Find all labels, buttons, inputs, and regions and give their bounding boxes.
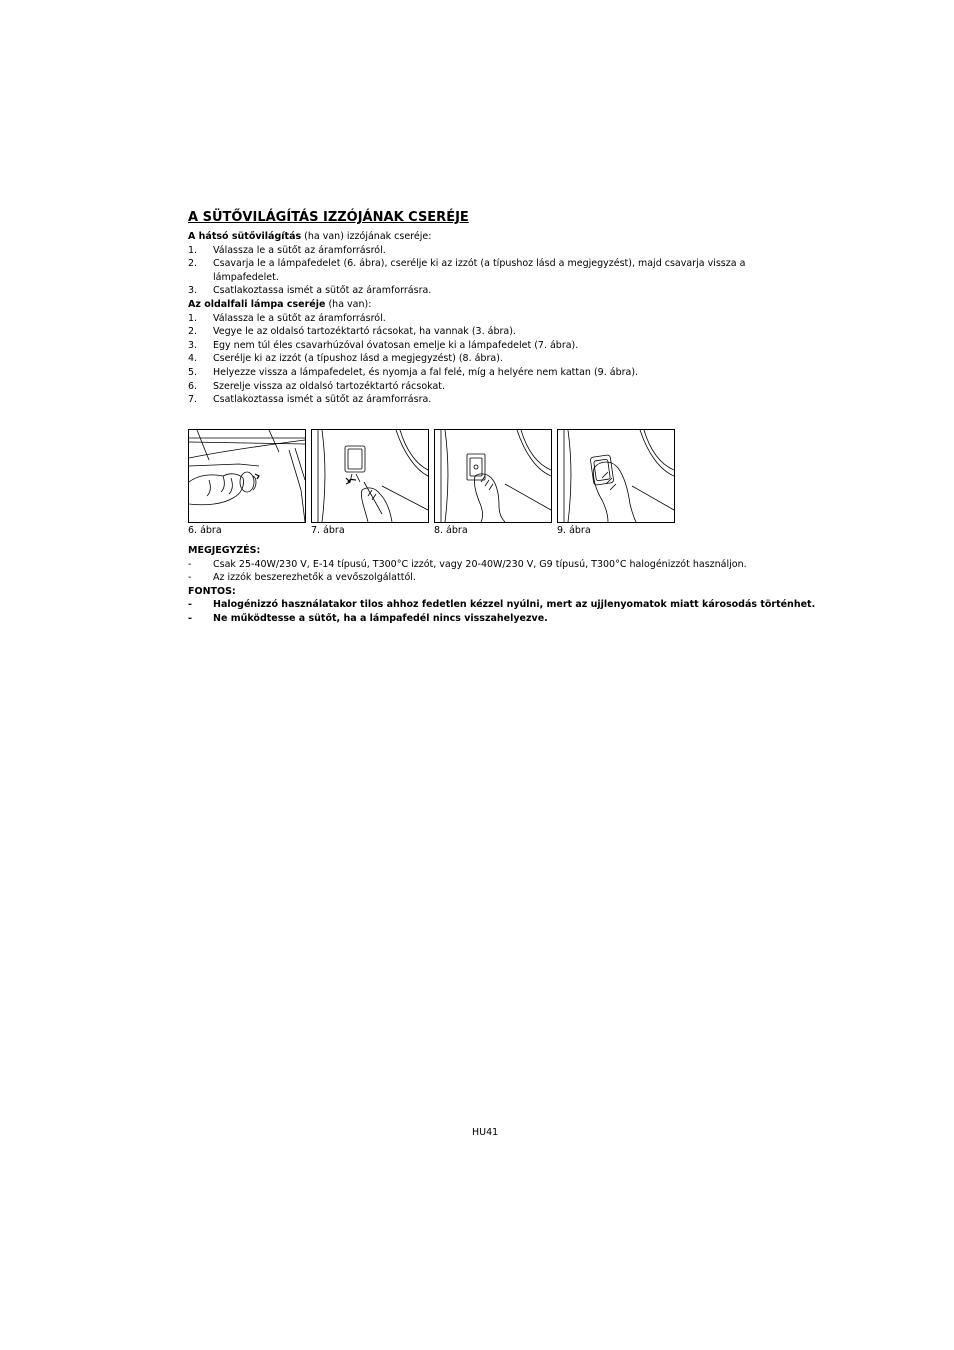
step-text: Egy nem túl éles csavarhúzóval óvatosan emelje ki a lámpafedelet (7. ábra). — [213, 339, 579, 351]
list-item — [188, 612, 828, 626]
list-item — [188, 366, 788, 380]
page-title: A SÜTŐVILÁGÍTÁS IZZÓJÁNAK CSERÉJE — [188, 210, 469, 225]
figure-9-illustration — [557, 429, 675, 523]
step-number: 1. — [188, 312, 198, 324]
list-dash: - — [188, 599, 192, 611]
page-number: HU41 — [472, 1127, 499, 1138]
list-item — [188, 312, 788, 326]
step-number: 2. — [188, 258, 198, 270]
figure-6 — [188, 429, 306, 536]
figure-9-caption: 9. ábra — [557, 525, 591, 536]
figure-7 — [311, 429, 429, 536]
screwdriver-pry-cover-illustration — [312, 430, 428, 522]
rear-light-heading-rest: (ha van) izzójának cseréje: — [301, 231, 432, 242]
list-item — [188, 339, 788, 353]
step-number: 4. — [188, 353, 198, 365]
list-item — [188, 257, 788, 284]
list-item — [188, 380, 788, 394]
list-item — [188, 325, 788, 339]
list-item — [188, 352, 788, 366]
rear-light-heading-bold: A hátsó sütővilágítás — [188, 231, 302, 242]
list-item — [188, 284, 788, 298]
step-number: 3. — [188, 285, 198, 297]
figure-8 — [434, 429, 552, 536]
side-light-heading-bold: Az oldalfali lámpa cseréje — [188, 298, 326, 310]
rear-light-steps — [188, 244, 788, 298]
list-dash: - — [188, 612, 192, 624]
figure-6-caption: 6. ábra — [188, 525, 222, 536]
important-heading: FONTOS: — [188, 585, 236, 597]
figure-8-illustration — [434, 429, 552, 523]
step-number: 3. — [188, 339, 198, 351]
note-text: Csak 25-40W/230 V, E-14 típusú, T300°C izzót, vagy 20-40W/230 V, G9 típusú, T300°C halogénizzót használjon. — [213, 558, 747, 570]
important-list — [188, 598, 828, 625]
list-item — [188, 598, 828, 612]
figure-6-illustration — [188, 429, 306, 523]
figure-7-illustration — [311, 429, 429, 523]
list-dash: - — [188, 572, 192, 584]
step-text: Válassza le a sütőt az áramforrásról. — [213, 312, 386, 324]
list-item — [188, 244, 788, 258]
list-dash: - — [188, 558, 192, 570]
step-text: Helyezze vissza a lámpafedelet, és nyomja a fal felé, míg a helyére nem kattan (9. ábra). — [213, 366, 639, 378]
step-number: 2. — [188, 326, 198, 338]
rear-light-heading — [188, 230, 788, 244]
notes-section — [188, 544, 828, 626]
list-item — [188, 393, 788, 407]
step-number: 5. — [188, 366, 198, 378]
side-light-heading-rest: (ha van): — [325, 298, 372, 310]
step-number: 1. — [188, 244, 198, 256]
side-light-heading — [188, 298, 788, 312]
figure-7-caption: 7. ábra — [311, 525, 345, 536]
step-text: Vegye le az oldalsó tartozéktartó rácsokat, ha vannak (3. ábra). — [213, 326, 516, 338]
figure-9 — [557, 429, 675, 536]
list-item — [188, 571, 828, 585]
step-number: 6. — [188, 380, 198, 392]
note-text: Az izzók beszerezhetők a vevőszolgálattól. — [213, 572, 416, 584]
figure-8-caption: 8. ábra — [434, 525, 468, 536]
step-text: Szerelje vissza az oldalsó tartozéktartó rácsokat. — [213, 380, 446, 392]
step-text: Válassza le a sütőt az áramforrásról. — [213, 244, 386, 256]
step-number: 7. — [188, 394, 198, 406]
note-heading: MEGJEGYZÉS: — [188, 545, 261, 556]
important-text: Halogénizzó használatakor tilos ahhoz fedetlen kézzel nyúlni, mert az ujjlenyomatok miatt károsodás történhet. — [213, 599, 816, 611]
hand-refit-cover-illustration — [558, 430, 674, 522]
step-text: Csavarja le a lámpafedelet (6. ábra), cserélje ki az izzót (a típushoz lásd a megjegyzést), majd csavarja vissza a lámpafedelet. — [213, 258, 746, 283]
note-list — [188, 558, 828, 585]
step-text: Csatlakoztassa ismét a sütőt az áramforrásra. — [213, 394, 432, 406]
step-text: Cserélje ki az izzót (a típushoz lásd a megjegyzést) (8. ábra). — [213, 353, 503, 365]
important-text: Ne működtesse a sütőt, ha a lámpafedél nincs visszahelyezve. — [213, 612, 548, 624]
list-item — [188, 558, 828, 572]
step-text: Csatlakoztassa ismét a sütőt az áramforrásra. — [213, 285, 432, 297]
side-light-steps — [188, 312, 788, 407]
hand-unscrew-cover-illustration — [189, 430, 305, 522]
hand-replace-bulb-illustration — [435, 430, 551, 522]
main-content — [188, 210, 788, 407]
